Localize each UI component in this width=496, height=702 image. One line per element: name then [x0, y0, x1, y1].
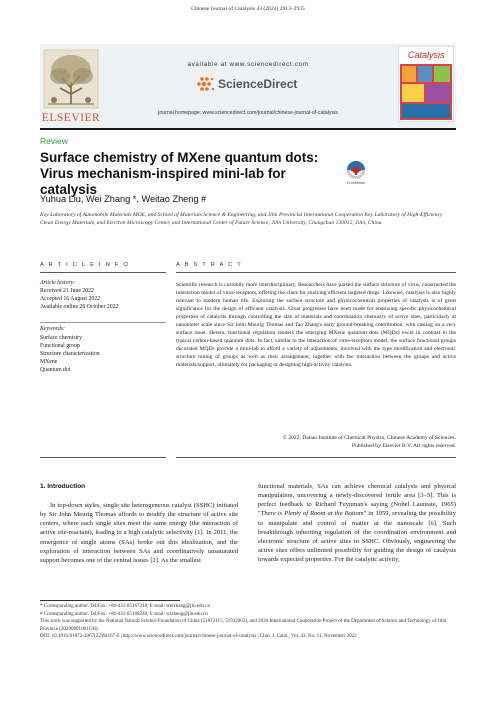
- keyword-item: MXene: [40, 359, 58, 365]
- body-column-right: [258, 482, 456, 564]
- footnotes: [40, 603, 456, 641]
- sciencedirect-logo: [196, 74, 304, 96]
- article-type-label: Review: [40, 136, 68, 146]
- crossmark-icon[interactable]: [345, 160, 367, 186]
- copyright-line-2: Published by Elsevier B.V. All rights reserved.: [351, 443, 456, 449]
- journal-citation: Chinese Journal of Catalysis 43 (2022) 2913–2935: [191, 6, 305, 12]
- keywords-rule: [40, 322, 166, 323]
- body-text: " in 1959, revealing the possibility to manipulate and control of matter at the nanoscale [6]. Such breakthrough inheriting regulation of the coordination environment and electronic structure of active sites in SSHC. Obviously, engineering the active sites offers unlimited possibility for guiding the design of catalysts towards expected properties. For the catalytic activity,: [258, 510, 456, 564]
- homepage-url[interactable]: journal homepage: www.sciencedirect.com/journal/chinese-journal-of-catalysis: [158, 110, 338, 116]
- body-text: functional materials, SAs can achieve chemical catalysis and physical manipulation, uncovering a newly-discovered fertile area [3–5]. This is perfect feedback to Richard Feynman's saying (Nobel Laureate, 1965) ": [258, 483, 456, 518]
- keyword-item: Functional group: [40, 343, 80, 349]
- keyword-item: Quantum dot: [40, 367, 71, 373]
- elsevier-tree-logo: [40, 48, 102, 122]
- footnote-doi: DOI: 10.1016/S1872-2067(22)64167-6 | http://www.sciencedirect.com/journal/chinese-journal-of-catalysis | Chin. J. Catal., Vol. 43, No. 11, November 2022: [40, 633, 357, 639]
- copyright-notice: [176, 434, 456, 450]
- crossmark-label: CrossMark: [346, 181, 366, 185]
- author-list: Yuhua Liu, Wei Zhang *, Weitao Zheng #: [40, 194, 207, 204]
- footnote-rule: [40, 600, 180, 601]
- journal-homepage-link[interactable]: [120, 110, 376, 116]
- feynman-quote: There is Plenty of Room at the Bottom: [260, 510, 364, 518]
- abstract-bottom-rule: [176, 457, 456, 458]
- introduction-heading: 1. Introduction: [40, 483, 86, 490]
- article-title: Surface chemistry of MXene quantum dots: Virus mechanism-inspired mini-lab for catalysis: [40, 150, 319, 197]
- elsevier-wordmark: ELSEVIER: [41, 112, 101, 124]
- availability-line: available at www.sciencedirect.com: [187, 61, 309, 68]
- history-received: Received 21 June 2022: [40, 288, 94, 294]
- body-column-left: In top-down styles, single site heterogeneous catalyst (SSHC) initiated by Sir John Meurig Thomas affords to modify the structure of active site centers, where each single sites meet the same energy (the interaction of active site-reactant), leading to a high catalytic selectivity [1]. In 2011, the emergence of single atoms (SAs) broke out this idealization, and the exploration of interaction between SAs and coordinatively unsaturated support becomes one of the central issues [2]. As the smallest: [40, 502, 238, 564]
- header-divider: [40, 128, 456, 130]
- footnote-funding: This work was supported by the National Natural Science Foundation of China (51872115, 51932003), and 2020 International Cooperation Project of the Department of Science and Technology of Jilin Province (20200801001GH).: [40, 618, 447, 632]
- article-info-rule: [40, 272, 166, 273]
- footnote-corresponding-1: * Corresponding author. Tel/Fax: +86-431-85167218; E-mail: weizhang@jlu.edu.cn: [40, 603, 211, 609]
- history-accepted: Accepted 16 August 2022: [40, 296, 101, 302]
- sciencedirect-wordmark: ScienceDirect: [218, 77, 298, 91]
- copyright-line-1: © 2022, Dalian Institute of Chemical Physics, Chinese Academy of Sciences.: [282, 435, 456, 441]
- abstract-heading: A B S T R A C T: [176, 262, 243, 268]
- footnote-corresponding-2: # Corresponding author. Tel/Fax: +86-431-85168246; E-mail: wtzheng@jlu.edu.cn: [40, 610, 208, 617]
- cover-title: Catalysis: [408, 50, 445, 60]
- sciencedirect-dots-icon: [197, 77, 214, 91]
- journal-cover-thumbnail: [398, 46, 454, 122]
- history-online: Available online 20 October 2022: [40, 304, 119, 310]
- keywords-heading: Keywords:: [40, 326, 65, 332]
- keyword-item: Surface chemistry: [40, 335, 83, 341]
- history-heading: Article history:: [40, 280, 76, 286]
- article-info-heading: A R T I C L E I N F O: [40, 262, 130, 268]
- author-affiliation: Key Laboratory of Automobile Materials MOE, and School of Materials Science & Engineering, and Jilin Provincial International Cooperation Key Laboratory of High-Efficiency Clean Energy Materials, and Electron Microscopy Center, and International Center of Future Science, Jilin University, Changchun 130012, Jilin, China: [40, 212, 443, 226]
- abstract-rule: [176, 272, 456, 273]
- article-info-bottom-rule: [40, 457, 166, 458]
- abstract-text: Scientific research is currently more interdisciplinary. Researchers have parsed the surface structure of virus, constructed the interaction model of virus-receptors, offering the clues for studying efficient targeted drugs. Likewise, catalysis is also highly relevant to modern human life. Exploring the surface structure and physicochemical properties of catalysts is of great significance for the design of efficient catalysts. Great progresses have been made for endowing specific physicochemical properties of catalysts through controlling the size of materials and coordination chemistry of active sites, particularly at nanometer scale since Sir John Meurig Thomas and Tao Zhang's early ground-breaking contribution, with casting on a very surface issue. Herein, functional regulation renders the emerging MXene quantum dots (MQDs) excel in contrast to the typical carbon-based quantum dots. In fact, similar to the interaction of virus-receptors model, the surface functional groups decorated MQDs provide a mini-lab to afford a variety of adjustments, involved with the type modification and electronic structure tuning of groups as well as their arrangement, together with the interaction between the groups and active materials/support, ultimately for packaging or designing high-activity catalysts.: [176, 282, 456, 369]
- keyword-item: Structure characterization: [40, 351, 100, 357]
